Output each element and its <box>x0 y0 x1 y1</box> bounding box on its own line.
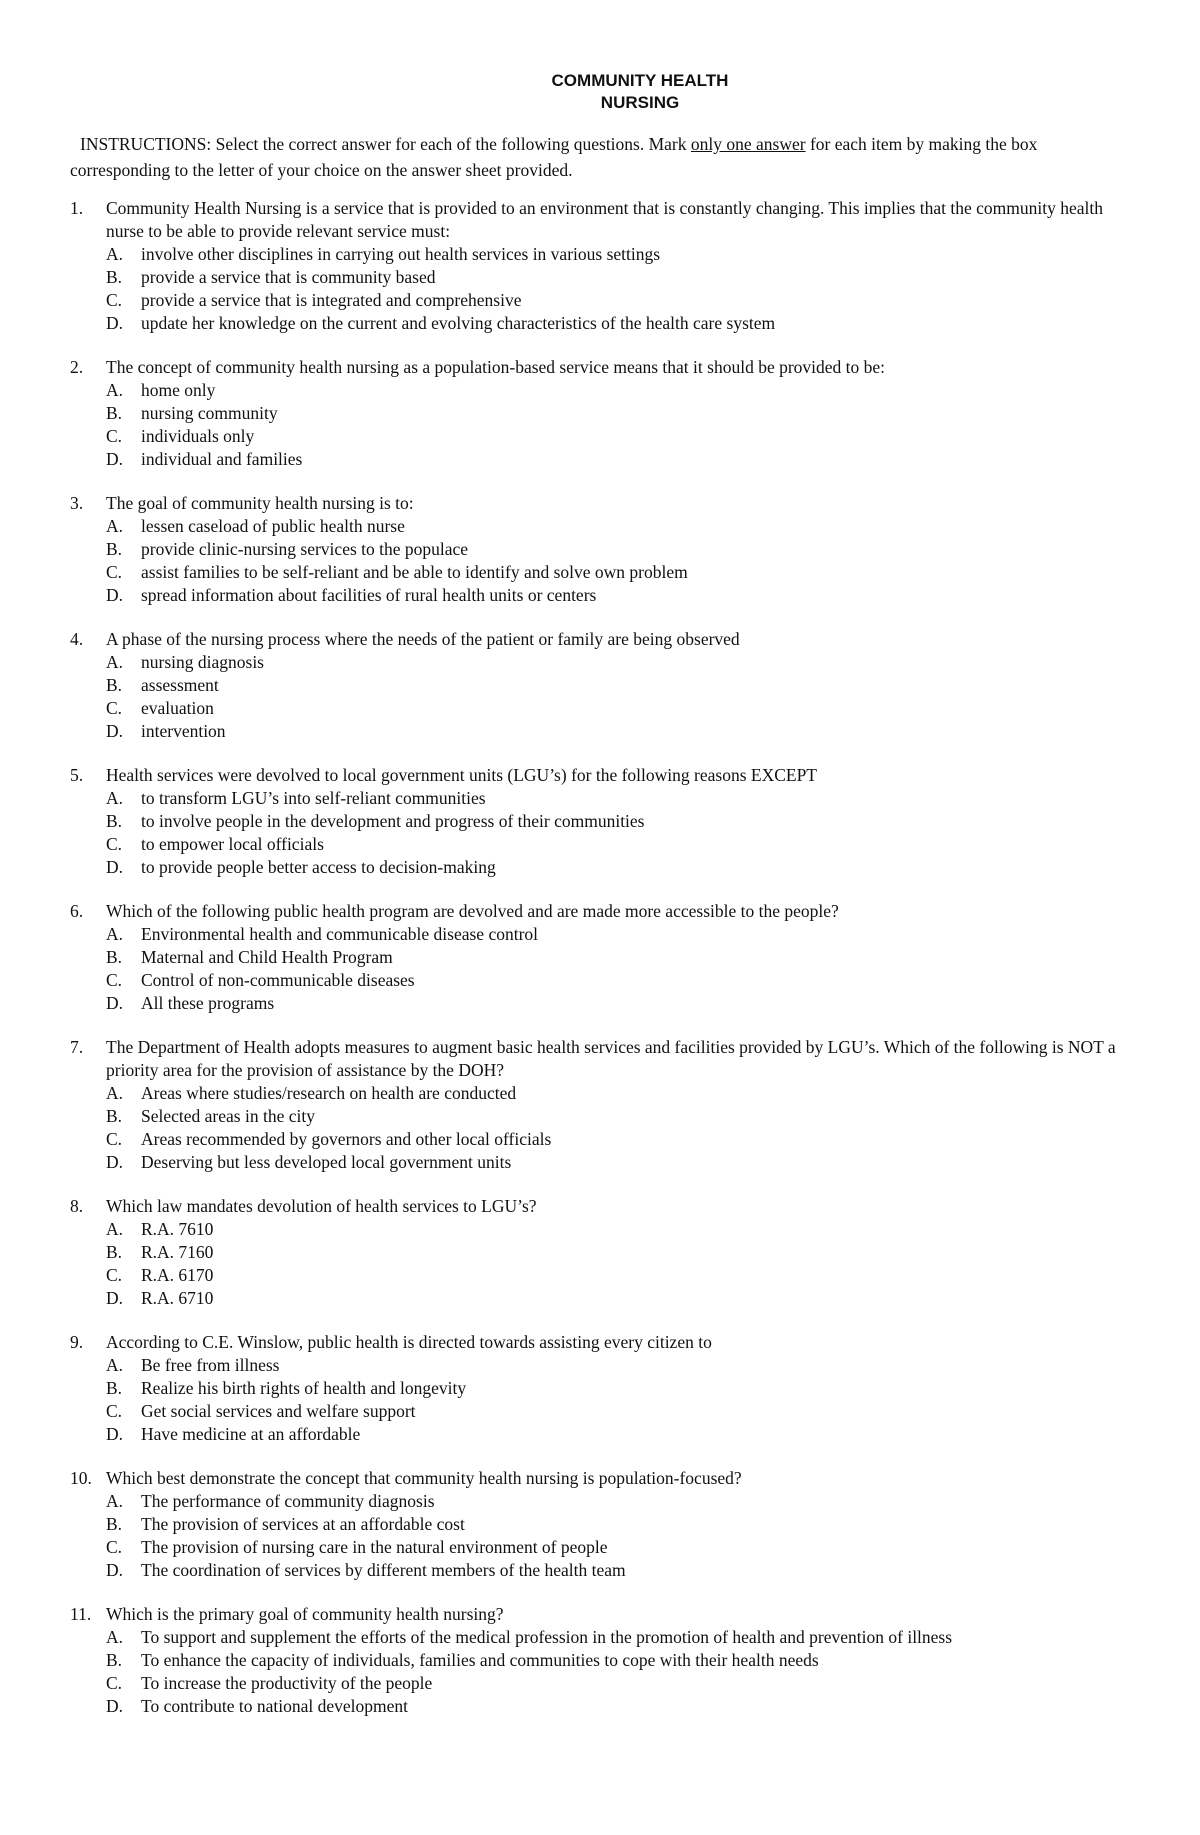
option-text: To enhance the capacity of individuals, families and communities to cope with their health needs <box>141 1650 819 1670</box>
question-item <box>70 900 1140 1015</box>
option-text: R.A. 6710 <box>141 1288 214 1308</box>
title-line-1: COMMUNITY HEALTH <box>551 71 729 90</box>
option-letter: C. <box>106 426 123 446</box>
option-text: R.A. 7160 <box>141 1242 214 1262</box>
question-text: According to C.E. Winslow, public health is directed towards assisting every citizen to <box>106 1332 712 1352</box>
question-text: Community Health Nursing is a service that is provided to an environment that is constantly changing. This implies that the community health nurse to be able to provide relevant service must: <box>106 198 1104 241</box>
option-letter: D. <box>106 721 124 741</box>
question-item <box>70 197 1140 335</box>
instructions-text-end: for each item by making the box corresponding to the letter of your choice on the answer sheet provided. <box>70 134 1038 180</box>
answer-option <box>70 810 1140 833</box>
option-letter: D. <box>106 1560 124 1580</box>
option-letter: A. <box>106 1083 124 1103</box>
option-text: update her knowledge on the current and evolving characteristics of the health care system <box>141 313 776 333</box>
question-number: 8. <box>70 1196 84 1216</box>
option-letter: B. <box>106 947 123 967</box>
question-number: 5. <box>70 765 84 785</box>
option-letter: A. <box>106 380 124 400</box>
answer-option <box>70 1241 1140 1264</box>
option-letter: C. <box>106 834 123 854</box>
question-number: 2. <box>70 357 84 377</box>
question-text: A phase of the nursing process where the needs of the patient or family are being observed <box>106 629 740 649</box>
instructions <box>70 131 1140 183</box>
question-stem <box>70 764 1140 787</box>
question-item <box>70 492 1140 607</box>
answer-option <box>70 946 1140 969</box>
question-stem <box>70 356 1140 379</box>
answer-option <box>70 923 1140 946</box>
question-text: Which of the following public health program are devolved and are made more accessible to the people? <box>106 901 839 921</box>
option-text: Selected areas in the city <box>141 1106 315 1126</box>
question-number: 3. <box>70 493 84 513</box>
question-number: 4. <box>70 629 84 649</box>
option-letter: A. <box>106 244 124 264</box>
answer-option <box>70 1128 1140 1151</box>
option-letter: C. <box>106 1673 123 1693</box>
option-letter: A. <box>106 1491 124 1511</box>
option-text: To contribute to national development <box>141 1696 409 1716</box>
option-text: R.A. 6170 <box>141 1265 214 1285</box>
option-letter: A. <box>106 1355 124 1375</box>
option-letter: C. <box>106 698 123 718</box>
option-text: Environmental health and communicable disease control <box>141 924 539 944</box>
option-letter: C. <box>106 1537 123 1557</box>
option-text: All these programs <box>141 993 275 1013</box>
option-text: To support and supplement the efforts of the medical profession in the promotion of health and prevention of illness <box>141 1627 953 1647</box>
option-letter: B. <box>106 403 123 423</box>
answer-option <box>70 312 1140 335</box>
question-number: 1. <box>70 198 84 218</box>
answer-option <box>70 1400 1140 1423</box>
answer-option <box>70 1559 1140 1582</box>
option-letter: B. <box>106 675 123 695</box>
option-letter: A. <box>106 652 124 672</box>
option-text: The coordination of services by different members of the health team <box>141 1560 626 1580</box>
question-stem <box>70 492 1140 515</box>
question-item <box>70 1195 1140 1310</box>
option-letter: A. <box>106 516 124 536</box>
answer-option <box>70 1218 1140 1241</box>
answer-option <box>70 584 1140 607</box>
question-text: Health services were devolved to local government units (LGU’s) for the following reasons EXCEPT <box>106 765 817 785</box>
option-text: to provide people better access to decision-making <box>141 857 496 877</box>
answer-option <box>70 1377 1140 1400</box>
answer-option <box>70 1513 1140 1536</box>
option-letter: D. <box>106 449 124 469</box>
option-text: nursing diagnosis <box>141 652 264 672</box>
answer-option <box>70 1082 1140 1105</box>
option-letter: D. <box>106 585 124 605</box>
answer-option <box>70 651 1140 674</box>
answer-option <box>70 379 1140 402</box>
answer-option <box>70 1105 1140 1128</box>
option-text: involve other disciplines in carrying out health services in various settings <box>141 244 661 264</box>
option-text: The provision of services at an affordable cost <box>141 1514 465 1534</box>
option-letter: B. <box>106 539 123 559</box>
option-text: evaluation <box>141 698 214 718</box>
answer-option <box>70 243 1140 266</box>
title-line-2: NURSING <box>600 93 680 112</box>
answer-option <box>70 674 1140 697</box>
question-text: Which best demonstrate the concept that community health nursing is population-focused? <box>106 1468 742 1488</box>
question-item <box>70 628 1140 743</box>
option-text: individuals only <box>141 426 255 446</box>
option-letter: C. <box>106 1401 123 1421</box>
answer-option <box>70 1695 1140 1718</box>
option-text: R.A. 7610 <box>141 1219 214 1239</box>
option-text: Get social services and welfare support <box>141 1401 416 1421</box>
question-stem <box>70 900 1140 923</box>
question-number: 9. <box>70 1332 84 1352</box>
option-letter: A. <box>106 1219 124 1239</box>
answer-option <box>70 720 1140 743</box>
option-text: The performance of community diagnosis <box>141 1491 435 1511</box>
option-letter: C. <box>106 970 123 990</box>
option-text: To increase the productivity of the people <box>141 1673 433 1693</box>
answer-option <box>70 787 1140 810</box>
option-text: Areas where studies/research on health are conducted <box>141 1083 517 1103</box>
question-stem <box>70 628 1140 651</box>
option-letter: D. <box>106 1152 124 1172</box>
option-text: The provision of nursing care in the natural environment of people <box>141 1537 608 1557</box>
option-letter: B. <box>106 1650 123 1670</box>
answer-option <box>70 697 1140 720</box>
option-text: provide clinic-nursing services to the populace <box>141 539 469 559</box>
option-letter: A. <box>106 788 124 808</box>
answer-option <box>70 1626 1140 1649</box>
option-letter: A. <box>106 924 124 944</box>
answer-option <box>70 1536 1140 1559</box>
answer-option <box>70 1672 1140 1695</box>
instructions-text: INSTRUCTIONS: Select the correct answer for each of the following questions. Mark <box>80 134 691 154</box>
option-letter: D. <box>106 1288 124 1308</box>
instructions-emphasis: only one answer <box>690 134 806 154</box>
option-text: to involve people in the development and progress of their communities <box>141 811 645 831</box>
answer-option <box>70 1354 1140 1377</box>
answer-option <box>70 448 1140 471</box>
option-letter: D. <box>106 1424 124 1444</box>
option-text: intervention <box>141 721 226 741</box>
option-letter: B. <box>106 267 123 287</box>
answer-option <box>70 266 1140 289</box>
option-text: spread information about facilities of rural health units or centers <box>141 585 597 605</box>
question-stem <box>70 1195 1140 1218</box>
question-item <box>70 1467 1140 1582</box>
exam-page <box>70 70 1140 1739</box>
answer-option <box>70 402 1140 425</box>
option-letter: D. <box>106 1696 124 1716</box>
answer-option <box>70 1490 1140 1513</box>
option-text: Areas recommended by governors and other local officials <box>141 1129 552 1149</box>
option-letter: D. <box>106 313 124 333</box>
question-text: Which is the primary goal of community health nursing? <box>106 1604 504 1624</box>
option-letter: B. <box>106 1378 123 1398</box>
answer-option <box>70 1151 1140 1174</box>
question-stem <box>70 1331 1140 1354</box>
answer-option <box>70 515 1140 538</box>
option-text: assist families to be self-reliant and be able to identify and solve own problem <box>141 562 688 582</box>
answer-option <box>70 1287 1140 1310</box>
page-title <box>140 70 1140 114</box>
question-item <box>70 1036 1140 1174</box>
option-text: provide a service that is integrated and comprehensive <box>141 290 522 310</box>
question-text: The goal of community health nursing is to: <box>106 493 414 513</box>
option-text: individual and families <box>141 449 303 469</box>
answer-option <box>70 289 1140 312</box>
question-stem <box>70 197 1140 243</box>
option-text: Maternal and Child Health Program <box>141 947 393 967</box>
option-text: to transform LGU’s into self-reliant communities <box>141 788 486 808</box>
question-number: 7. <box>70 1037 84 1057</box>
question-item <box>70 764 1140 879</box>
option-text: Have medicine at an affordable <box>141 1424 361 1444</box>
option-letter: D. <box>106 857 124 877</box>
option-text: to empower local officials <box>141 834 324 854</box>
answer-option <box>70 969 1140 992</box>
option-text: nursing community <box>141 403 278 423</box>
option-text: home only <box>141 380 216 400</box>
answer-option <box>70 425 1140 448</box>
option-letter: B. <box>106 1106 123 1126</box>
question-list <box>70 197 1140 1718</box>
option-text: assessment <box>141 675 219 695</box>
question-number: 6. <box>70 901 84 921</box>
option-text: Control of non-communicable diseases <box>141 970 415 990</box>
option-letter: A. <box>106 1627 124 1647</box>
option-text: lessen caseload of public health nurse <box>141 516 405 536</box>
answer-option <box>70 856 1140 879</box>
option-letter: B. <box>106 811 123 831</box>
option-text: provide a service that is community based <box>141 267 436 287</box>
answer-option <box>70 538 1140 561</box>
question-number: 11. <box>70 1604 92 1624</box>
option-letter: D. <box>106 993 124 1013</box>
answer-option <box>70 1649 1140 1672</box>
option-letter: C. <box>106 562 123 582</box>
answer-option <box>70 561 1140 584</box>
option-letter: C. <box>106 290 123 310</box>
question-stem <box>70 1603 1140 1626</box>
question-text: Which law mandates devolution of health services to LGU’s? <box>106 1196 537 1216</box>
question-stem <box>70 1467 1140 1490</box>
question-text: The Department of Health adopts measures to augment basic health services and facilities provided by LGU’s. Which of the following is NOT a priority area for the provision of assistance by the DOH? <box>106 1037 1116 1080</box>
option-letter: B. <box>106 1242 123 1262</box>
answer-option <box>70 1264 1140 1287</box>
answer-option <box>70 992 1140 1015</box>
option-letter: C. <box>106 1129 123 1149</box>
question-text: The concept of community health nursing as a population-based service means that it should be provided to be: <box>106 357 886 377</box>
question-stem <box>70 1036 1140 1082</box>
option-text: Realize his birth rights of health and longevity <box>141 1378 467 1398</box>
option-text: Deserving but less developed local government units <box>141 1152 512 1172</box>
option-text: Be free from illness <box>141 1355 280 1375</box>
option-letter: C. <box>106 1265 123 1285</box>
question-item <box>70 1331 1140 1446</box>
option-letter: B. <box>106 1514 123 1534</box>
answer-option <box>70 1423 1140 1446</box>
question-item <box>70 1603 1140 1718</box>
answer-option <box>70 833 1140 856</box>
question-item <box>70 356 1140 471</box>
question-number: 10. <box>70 1468 92 1488</box>
